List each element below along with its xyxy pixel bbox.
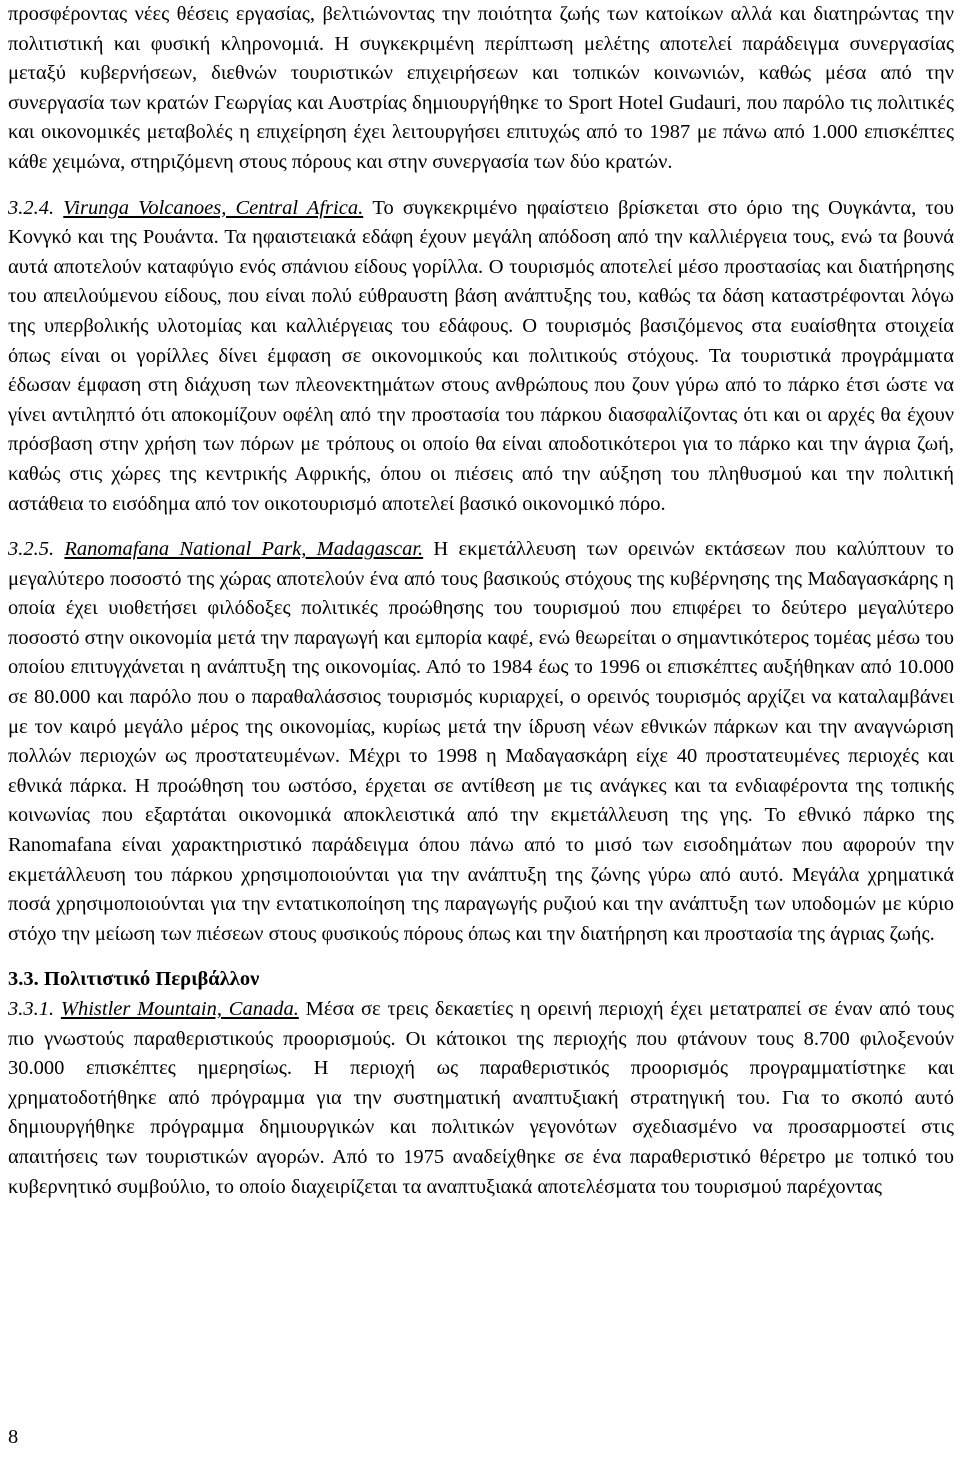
section-ranomafana bbox=[8, 535, 954, 949]
paragraph-spacer bbox=[8, 949, 954, 965]
section-number: 3.2.5. bbox=[8, 538, 55, 561]
section-title: Whistler Mountain, Canada. bbox=[60, 998, 299, 1020]
section-heading-cultural-environment: 3.3. Πολιτιστικό Περιβάλλον bbox=[8, 968, 260, 991]
section-title: Virunga Volcanoes, Central Africa. bbox=[63, 196, 364, 219]
section-number: 3.3.1. bbox=[8, 998, 55, 1020]
section-whistler bbox=[8, 995, 954, 1202]
paragraph-spacer bbox=[8, 519, 954, 535]
section-number: 3.2.4. bbox=[8, 196, 55, 219]
section-body: Η εκμετάλλευση των ορεινών εκτάσεων που καλύπτουν το μεγαλύτερο ποσοστό της χώρας αποτελούν ένα από τους βασικούς στόχους της κυβέρνησης της Μαδαγασκάρης η οποία έχει υιοθετήσει φιλόδοξες πολιτικές προώθησης του τουρισμού που επιφέρει το δεύτερο μεγαλύτερο ποσοστό στην οικονομία μετά την παραγωγή και εμπορία καφέ, ενώ θεωρείται ο σημαντικότερος τομέας μέσω του οποίου επιτυγχάνεται η ανάπτυξη της οικονομίας. Από το 1984 έως το 1996 οι επισκέπτες αυξήθηκαν από 10.000 σε 80.000 και παρόλο που ο παραθαλάσσιος τουρισμός κυριαρχεί, ο ορεινός τουρισμός αρχίζει να καταλαμβάνει με τον καιρό μεγάλο μέρος της οικονομίας, κυρίως μετά την ίδρυση νέων εθνικών πάρκων και την αναγνώριση πολλών περιοχών ως προστατευμένων. Μέχρι το 1998 η Μαδαγασκάρη είχε 40 προστατευμένες περιοχές και εθνικά πάρκα. Η προώθηση του ωστόσο, έρχεται σε αντίθεση με τις ανάγκες και τα ενδιαφέροντα της τοπικής κοινωνίας που εξαρτάται οικονομικά αποκλειστικά από την εκμετάλλευση της γης. Το εθνικό πάρκο της Ranomafana είναι χαρακτηριστικό παράδειγμα όπου πάνω από το μισό των εισοδημάτων που αφορούν την εκμετάλλευση του πάρκου χρησιμοποιούνται για την ανάπτυξη της ζώνης γύρω από αυτό. Μεγάλα χρηματικά ποσά χρησιμοποιούνται για την εντατικοποίηση της παραγωγής ρυζιού και την ανάπτυξη των υποδομών με κύριο στόχο την μείωση των πιέσεων στους φυσικούς πόρους όπως και την διατήρηση και προστασία της άγριας ζωής. bbox=[8, 538, 955, 945]
paragraph-spacer bbox=[8, 178, 954, 194]
page-number: 8 bbox=[8, 1426, 19, 1448]
section-title: Ranomafana National Park, Madagascar. bbox=[64, 538, 424, 561]
section-body: Μέσα σε τρεις δεκαετίες η ορεινή περιοχή έχει μετατραπεί σε έναν από τους πιο γνωστούς παραθεριστικούς προορισμούς. Οι κάτοικοι της περιοχής που φτάνουν τους 8.700 φιλοξενούν 30.000 επισκέπτες ημερησίως. Η περιοχή ως παραθεριστικός προορισμός προγραμματίστηκε και χρηματοδοτήθηκε από πρόγραμμα για την συστηματική αναπτυξιακή στρατηγική του. Για το σκοπό αυτό δημιουργήθηκε πρόγραμμα δημιουργικών και πολιτικών γεγονότων σχεδιασμένο να προσαρμοστεί στις απαιτήσεις των τουριστικών αγορών. Από το 1975 αναδείχθηκε σε ένα παραθεριστικό θέρετρο με τοπικό του κυβερνητικό συμβούλιο, το οποίο διαχειρίζεται τα αναπτυξιακά αποτελέσματα του τουρισμού παρέχοντας bbox=[8, 998, 954, 1198]
document-page bbox=[8, 0, 954, 1202]
section-virunga bbox=[8, 194, 954, 520]
paragraph-gudauri: προσφέροντας νέες θέσεις εργασίας, βελτιώνοντας την ποιότητα ζωής των κατοίκων αλλά και διατηρώντας την πολιτιστική και φυσική κληρονομιά. Η συγκεκριμένη περίπτωση μελέτης αποτελεί παράδειγμα συνεργασίας μεταξύ κυβερνήσεων, διεθνών τουριστικών επιχειρήσεων και τοπικών κοινωνιών, καθώς μέσα από την συνεργασία των κρατών Γεωργίας και Αυστρίας δημιουργήθηκε το Sport Hotel Gudauri, που παρόλο τις πολιτικές και οικονομικές μεταβολές η επιχείρηση έχει λειτουργήσει επιτυχώς από το 1987 με πάνω από 1.000 επισκέπτες κάθε χειμώνα, στηριζόμενη στους πόρους και στην συνεργασία των δύο κρατών. bbox=[8, 3, 954, 173]
section-body: Το συγκεκριμένο ηφαίστειο βρίσκεται στο όριο της Ουγκάντα, του Κονγκό και της Ρουάντα. Τα ηφαιστειακά εδάφη έχουν μεγάλη απόδοση από την καλλιέργεια τους, ενώ τα βουνά αυτά αποτελούν καταφύγιο ενός σπάνιου είδους γορίλλα. Ο τουρισμός αποτελεί μέσο προστασίας και διατήρησης του απειλούμενου είδους, που είναι πολύ εύθραυστη βάση ανάπτυξης του, καθώς τα δάση καταστρέφονται λόγω της υπερβολικής υλοτομίας και καλλιέργειας του εδάφους. Ο τουρισμός βασιζόμενος στα ευαίσθητα στοιχεία όπως είναι οι γορίλλες δίνει έμφαση σε οικονομικούς και πολιτικούς στόχους. Τα τουριστικά προγράμματα έδωσαν έμφαση στη διάχυση των πλεονεκτημάτων στους ανθρώπους που ζουν γύρω από το πάρκο έτσι ώστε να γίνει αντιληπτό ότι αποκομίζουν οφέλη από την προστασία του πάρκου διασφαλίζοντας ότι και οι αρχές θα έχουν πρόσβαση στην χρήση των πόρων με τρόπους οι οποίο θα είναι αποδοτικότεροι για το πάρκο και την άγρια ζωή, καθώς στις χώρες της κεντρικής Αφρικής, όπου οι πιέσεις από την αύξηση του πληθυσμού και την πολιτική αστάθεια το εισόδημα από τον οικοτουρισμό αποτελεί βασικό οικονομικό πόρο. bbox=[8, 196, 955, 515]
